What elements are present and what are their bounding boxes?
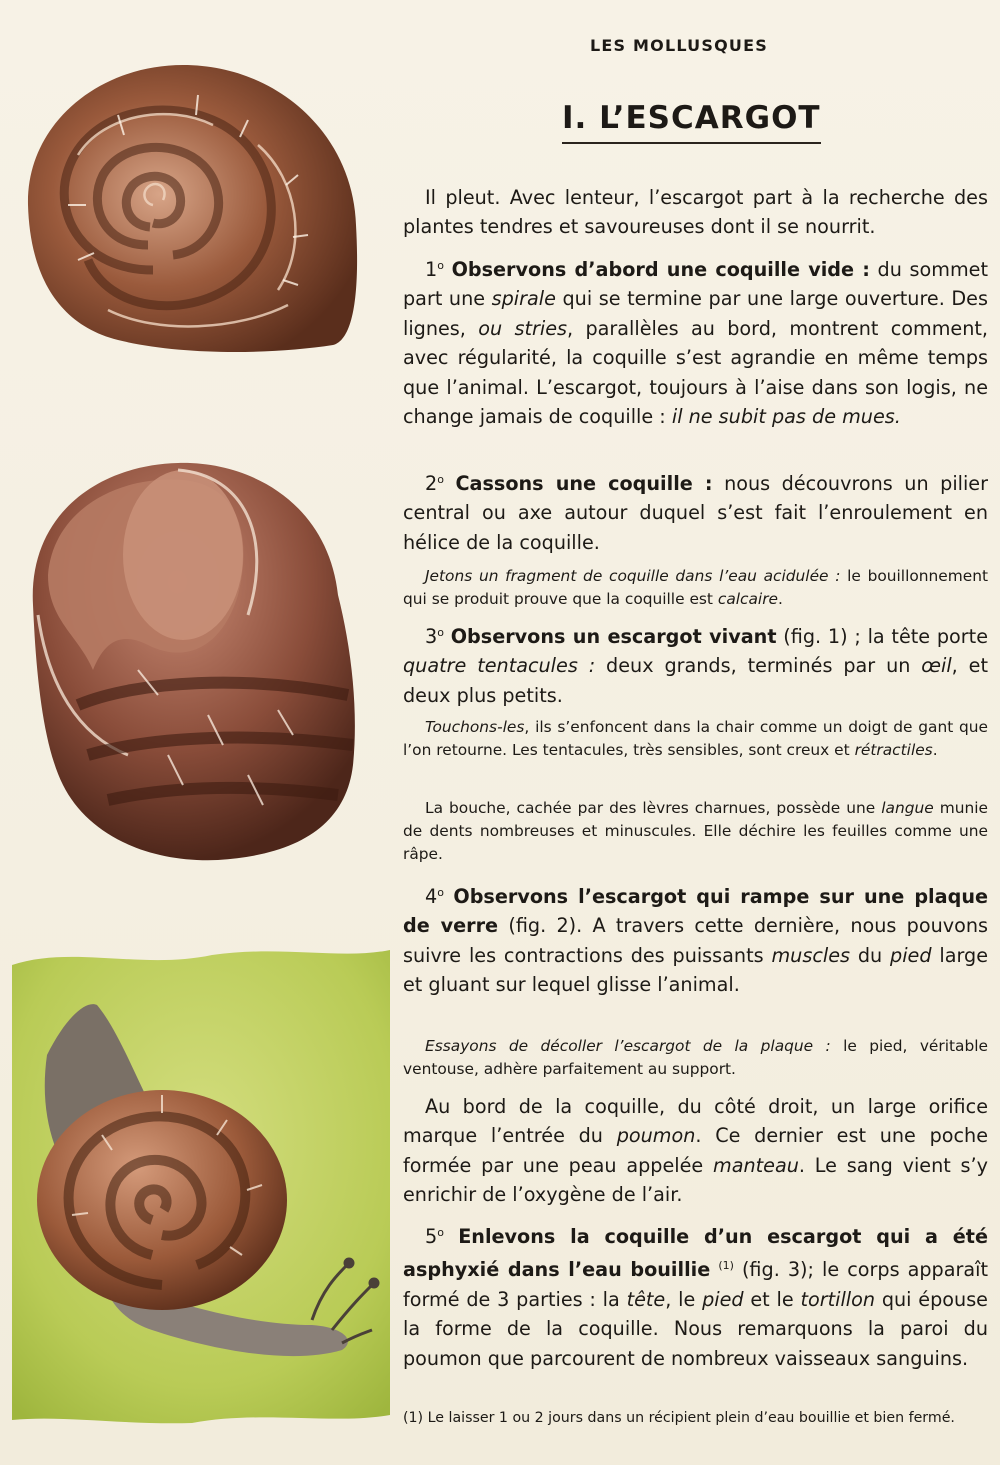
ordinal-mark: o (437, 626, 444, 639)
p3-text-b: deux grands, terminés par un (595, 654, 922, 678)
paragraph-poumon (403, 1092, 988, 1210)
n2-italic: Jetons un fragment de coquille dans l’eau acidulée : (425, 567, 841, 585)
n2-term-calcaire: calcaire (717, 590, 779, 608)
p4-text-b: du (850, 943, 891, 967)
p2-number: 2 (425, 472, 438, 495)
empty-shell-illustration (8, 55, 368, 365)
p5-text-b: . Ce dernier est une poche formée par une peau appelée (403, 1124, 989, 1177)
p1-text-a: du sommet part une (403, 258, 988, 311)
p1-number: 1 (425, 258, 438, 281)
p4-text-c: large et gluant sur lequel glisse l’animal. (403, 943, 988, 997)
n3a-text-a: , ils s’enfoncent dans la chair comme un doigt de gant que l’on retourne. Les tentacules, très sensibles, sont creux et (403, 718, 988, 759)
p1-heading: Observons d’abord une coquille vide : (451, 258, 870, 281)
p3-number: 3 (425, 625, 438, 648)
n3a-italic: Touchons-les (425, 718, 525, 736)
paragraph-5 (403, 1218, 988, 1373)
p5-text-c: . Le sang vient s’y enrichir de l’oxygène de l’air. (403, 1153, 989, 1207)
p6-term-tete: tête (626, 1287, 666, 1311)
footnote-text: (1) Le laisser 1 ou 2 jours dans un récipient plein d’eau bouillie et bien fermé. (403, 1410, 955, 1426)
ordinal-mark: o (437, 886, 444, 899)
p5-term-manteau: manteau (713, 1153, 799, 1177)
ordinal-mark: o (437, 1226, 444, 1239)
note-3a (403, 716, 988, 762)
n2-text-b: . (778, 590, 783, 608)
p6-term-tortillon: tortillon (800, 1287, 876, 1311)
n3b-text-a: La bouche, cachée par des lèvres charnues, possède une (425, 799, 882, 817)
p3-heading: Observons un escargot vivant (450, 625, 777, 648)
ordinal-mark: o (437, 473, 444, 486)
paragraph-1 (403, 251, 988, 431)
n2-text-a: le bouillonnement qui se produit prouve que la coquille est (403, 567, 988, 608)
p1-term-mues: il ne subit pas de mues. (671, 405, 901, 429)
note-3b (403, 797, 988, 866)
p6-text-b: , le (665, 1287, 703, 1311)
page-title: I. L’ESCARGOT (562, 100, 821, 144)
p6-term-pied: pied (702, 1287, 744, 1311)
p6-text-a: (fig. 3); le corps apparaît formé de 3 parties : la (403, 1258, 988, 1311)
p2-heading: Cassons une coquille : (455, 472, 713, 495)
p4-term-muscles: muscles (771, 943, 850, 967)
p3-term-oeil: œil (921, 654, 952, 678)
n3a-term-retractiles: rétractiles (854, 741, 933, 759)
n3b-term-langue: langue (881, 799, 934, 817)
p6-text-d: qui épouse la forme de la coquille. Nous remarquons la paroi du poumon que parcourent de nombreux vaisseaux sanguins. (403, 1287, 988, 1370)
n3a-text-b: . (932, 741, 938, 759)
p5-text-a: Au bord de la coquille, du côté droit, un large orifice marque l’entrée du (403, 1095, 988, 1148)
paragraph-2 (403, 465, 988, 557)
n3b-text-b: munie de dents nombreuses et minuscules. Elle déchire les feuilles comme une râpe. (403, 799, 989, 863)
ordinal-mark: o (437, 259, 444, 272)
broken-shell-illustration (8, 455, 368, 865)
n4-text: le pied, véritable ventouse, adhère parfaitement au support. (403, 1037, 988, 1078)
note-4 (403, 1035, 988, 1081)
p6-text-c: et le (743, 1287, 801, 1311)
paragraph-4 (403, 878, 988, 1000)
p6-heading: Enlevons la coquille d’un escargot qui a été asphyxié dans l’eau bouillie (403, 1225, 988, 1282)
p2-text: nous découvrons un pilier central ou axe autour duquel s’est fait l’enroulement en hélice de la coquille. (403, 472, 989, 554)
p1-text-c: , parallèles au bord, montrent comment, avec régularité, la coquille s’est agrandie en même temps que l’animal. L’escargot, toujours à l’aise dans son logis, ne change jamais de coquille : (403, 316, 988, 429)
footnote (403, 1408, 985, 1429)
p3-text-a: (fig. 1) ; la tête porte (776, 625, 988, 648)
p4-term-pied: pied (890, 943, 932, 967)
p5-term-poumon: poumon (616, 1124, 696, 1148)
p1-term-stries: ou stries (478, 316, 568, 340)
n4-italic: Essayons de décoller l’escargot de la plaque : (425, 1037, 831, 1055)
section-header: LES MOLLUSQUES (590, 36, 768, 55)
p3-term-tentacules: quatre tentacules : (403, 654, 596, 678)
paragraph-3 (403, 618, 988, 710)
p4-heading: Observons l’escargot qui rampe sur une plaque de verre (403, 885, 988, 938)
footnote-ref: (1) (718, 1259, 734, 1273)
p4-number: 4 (425, 885, 438, 908)
p1-term-spirale: spirale (491, 287, 556, 311)
p1-text-b: qui se termine par une large ouverture. Des lignes, (403, 287, 988, 340)
living-snail-illustration (12, 945, 390, 1425)
intro-text: Il pleut. Avec lenteur, l’escargot part à la recherche des plantes tendres et savoureuses dont il se nourrit. (403, 186, 988, 239)
intro-paragraph (403, 183, 988, 242)
p4-text-a: (fig. 2). A travers cette dernière, nous pouvons suivre les contractions des puissants (403, 914, 988, 967)
note-2 (403, 565, 988, 611)
p6-number: 5 (425, 1225, 438, 1248)
p3-text-c: , et deux plus petits. (403, 654, 988, 707)
